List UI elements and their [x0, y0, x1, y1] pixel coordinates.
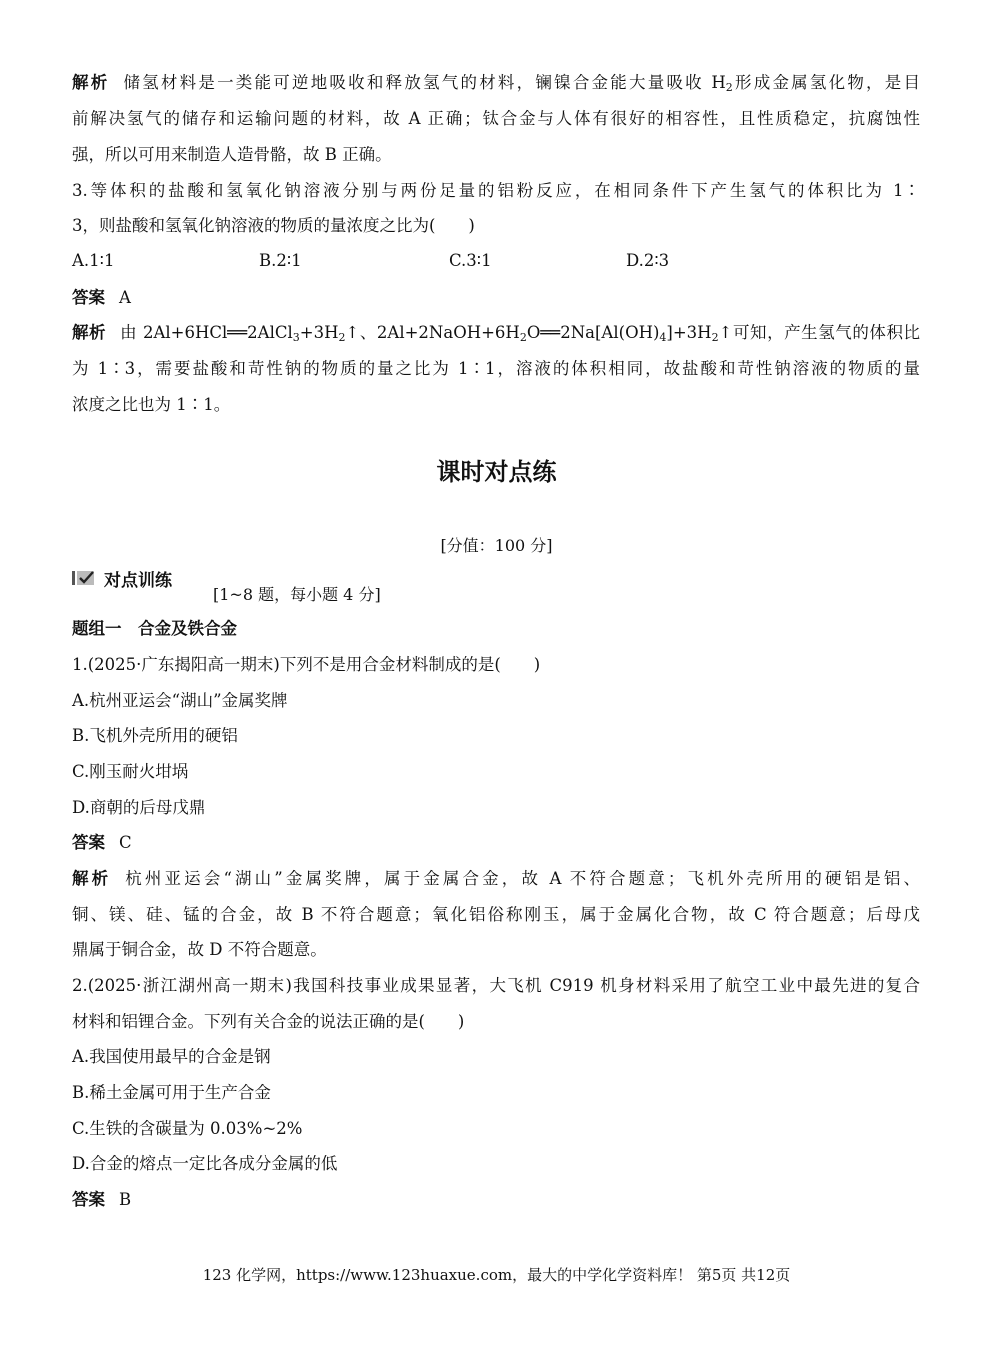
q3-option-d: D.2∶3 — [626, 251, 670, 270]
q2-option-b: B.稀土金属可用于生产合金 — [72, 1083, 271, 1102]
q2-option-c: C.生铁的含碳量为 0.03%~2% — [72, 1119, 303, 1138]
q3-analysis-line-3: 浓度之比也为 1∶1。 — [72, 395, 231, 414]
analysis-prev-line-1: 解析 储氢材料是一类能可逆地吸收和释放氢气的材料，镧镍合金能大量吸收 $H_2$形成金属氢化物，是目 — [72, 73, 921, 94]
analysis-prev-line-2: 前解决氢气的储存和运输问题的材料，故 A 正确；钛合金与人体有很好的相容性，且性质稳定，抗腐蚀性 — [72, 109, 920, 128]
q3-stem-line-1: 3.等体积的盐酸和氢氧化钠溶液分别与两份足量的铝粉反应，在相同条件下产生氢气的体积比为 1∶ — [72, 181, 920, 200]
subsection-title: 对点训练 — [104, 571, 172, 591]
q1-option-b: B.飞机外壳所用的硬铝 — [72, 726, 238, 745]
q3-option-a: A.1∶1 — [72, 251, 115, 270]
q1-option-d: D.商朝的后母戊鼎 — [72, 798, 206, 817]
subsection-note: [1~8 题，每小题 4 分] — [213, 585, 381, 604]
q2-answer: 答案 B — [72, 1190, 132, 1209]
q3-analysis-line-1: 解析 由 $2Al+6HCl══2AlCl_3+3H_2↑$、$2Al+2NaOH+6H_2O══2Na[Al(OH)_4]+3H_2↑$可知，产生氢气的体积比 — [72, 323, 921, 344]
q2-option-d: D.合金的熔点一定比各成分金属的低 — [72, 1154, 338, 1173]
q3-option-b: B.2∶1 — [259, 251, 302, 270]
q3-analysis-line-2: 为 1∶3，需要盐酸和苛性钠的物质的量之比为 1∶1，溶液的体积相同，故盐酸和苛性钠溶液的物质的量 — [72, 359, 920, 378]
q3-option-c: C.3∶1 — [449, 251, 492, 270]
q1-stem: 1.(2025·广东揭阳高一期末)下列不是用合金材料制成的是( ) — [72, 655, 541, 674]
q2-option-a: A.我国使用最早的合金是钢 — [72, 1047, 271, 1066]
analysis-prev-line-3: 强，所以可用来制造人造骨骼，故 B 正确。 — [72, 145, 392, 164]
q1-analysis-line-3: 鼎属于铜合金，故 D 不符合题意。 — [72, 940, 327, 959]
q3-stem-line-2: 3，则盐酸和氢氧化钠溶液的物质的量浓度之比为( ) — [72, 216, 475, 235]
q1-analysis-line-2: 铜、镁、硅、锰的合金，故 B 不符合题意；氧化铝俗称刚玉，属于金属化合物，故 C 符合题意；后母戊 — [72, 905, 920, 924]
analysis-label: 解析 — [72, 73, 110, 92]
q2-stem-line-1: 2.(2025·浙江湖州高一期末)我国科技事业成果显著，大飞机 C919 机身材料采用了航空工业中最先进的复合 — [72, 976, 920, 995]
section-title: 课时对点练 — [436, 458, 557, 486]
checkmark-square-icon — [72, 570, 96, 586]
score-note: [分值：100 分] — [440, 536, 553, 555]
page-footer: 123 化学网，https://www.123huaxue.com，最大的中学化学资料库！ 第5页 共12页 — [202, 1266, 791, 1284]
q3-answer: 答案 A — [72, 288, 131, 307]
q1-option-c: C.刚玉耐火坩埚 — [72, 762, 189, 781]
q1-option-a: A.杭州亚运会“湖山”金属奖牌 — [72, 691, 288, 710]
q1-answer: 答案 C — [72, 833, 132, 852]
q1-analysis-line-1: 解析 杭州亚运会“湖山”金属奖牌，属于金属合金，故 A 不符合题意；飞机外壳所用的硬铝是铝、 — [72, 869, 921, 888]
group-heading: 题组一 合金及铁合金 — [72, 619, 237, 638]
q2-stem-line-2: 材料和铝锂合金。下列有关合金的说法正确的是( ) — [72, 1012, 465, 1031]
